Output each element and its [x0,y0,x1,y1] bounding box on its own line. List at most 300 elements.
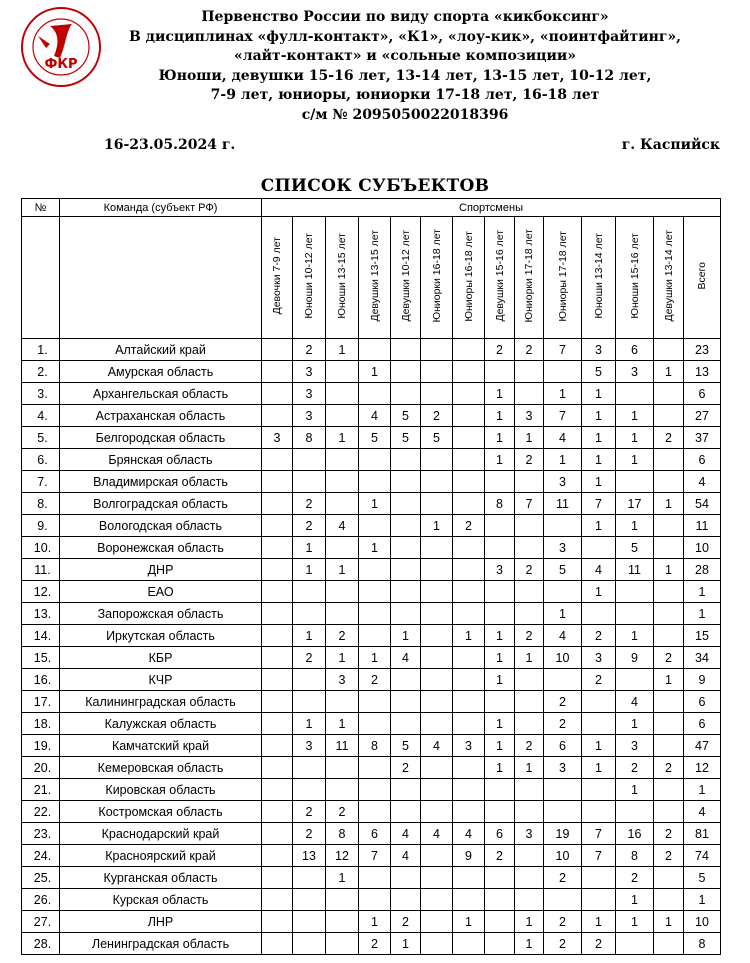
athlete-count [293,779,326,801]
athlete-count [326,537,359,559]
athlete-count [326,691,359,713]
table-row [22,625,721,647]
athlete-count [515,889,544,911]
athlete-count: 1 [654,493,684,515]
category-header [262,217,293,339]
athlete-count [654,449,684,471]
athlete-count [326,471,359,493]
row-total: 13 [684,361,721,383]
athlete-count [421,625,453,647]
table-row [22,559,721,581]
athlete-count: 2 [582,669,616,691]
athlete-count [485,911,515,933]
athlete-count: 3 [544,757,582,779]
category-header [453,217,485,339]
row-number: 25. [22,867,60,889]
athlete-count [485,779,515,801]
athlete-count [582,603,616,625]
athlete-count [421,647,453,669]
row-number: 24. [22,845,60,867]
athlete-count: 3 [515,405,544,427]
athlete-count [326,889,359,911]
athlete-count [391,471,421,493]
category-label: Девушки 15-16 лет [493,230,506,322]
athlete-count: 2 [582,625,616,647]
athlete-count [262,889,293,911]
table-row [22,427,721,449]
athlete-count: 2 [616,867,654,889]
athlete-count: 1 [485,669,515,691]
row-total: 10 [684,537,721,559]
athlete-count [544,515,582,537]
athlete-count: 4 [359,405,391,427]
table-row [22,449,721,471]
row-total: 8 [684,933,721,955]
athlete-count: 1 [582,471,616,493]
athlete-count [654,779,684,801]
athlete-count: 7 [582,823,616,845]
athlete-count [453,449,485,471]
athlete-count [616,801,654,823]
team-name: Волгоградская область [60,493,262,515]
athlete-count: 3 [293,361,326,383]
athlete-count [293,471,326,493]
athlete-count [453,537,485,559]
athlete-count: 2 [293,493,326,515]
row-number: 26. [22,889,60,911]
athlete-count [293,669,326,691]
athlete-count: 1 [326,647,359,669]
table-header-row [22,199,721,217]
athlete-count: 1 [544,383,582,405]
row-number: 21. [22,779,60,801]
athlete-count: 1 [485,757,515,779]
category-label: Юноши 13-15 лет [336,233,348,319]
team-name: Кемеровская область [60,757,262,779]
team-name: КБР [60,647,262,669]
list-title: СПИСОК СУБЪЕКТОВ [260,176,490,196]
row-number: 19. [22,735,60,757]
athlete-count: 2 [515,559,544,581]
athlete-count: 2 [485,339,515,361]
category-header [544,217,582,339]
athlete-count: 9 [616,647,654,669]
athlete-count [262,933,293,955]
athlete-count: 3 [544,537,582,559]
athlete-count: 2 [421,405,453,427]
athlete-count: 2 [544,691,582,713]
athlete-count [421,911,453,933]
team-name: Владимирская область [60,471,262,493]
row-total: 34 [684,647,721,669]
athlete-count: 2 [654,845,684,867]
table-row [22,757,721,779]
athlete-count [515,361,544,383]
athlete-count [544,669,582,691]
athlete-count [326,383,359,405]
athlete-count: 1 [485,427,515,449]
team-name: Воронежская область [60,537,262,559]
athlete-count: 1 [326,339,359,361]
athlete-count: 6 [359,823,391,845]
athlete-count: 1 [326,427,359,449]
athlete-count: 8 [359,735,391,757]
row-number: 10. [22,537,60,559]
athlete-count: 1 [485,735,515,757]
athlete-count: 3 [262,427,293,449]
athlete-count [515,713,544,735]
athlete-count: 6 [485,823,515,845]
athlete-count: 1 [359,647,391,669]
athlete-count: 1 [616,713,654,735]
athlete-count: 1 [582,757,616,779]
athlete-count: 16 [616,823,654,845]
row-total: 1 [684,603,721,625]
athlete-count: 17 [616,493,654,515]
athlete-count [453,339,485,361]
athlete-count [582,713,616,735]
athlete-count [359,713,391,735]
athlete-count [391,559,421,581]
empty-header-cell [60,217,262,339]
athlete-count: 2 [326,801,359,823]
athlete-count [262,493,293,515]
athlete-count [262,625,293,647]
athlete-count [485,801,515,823]
athlete-count [485,537,515,559]
row-number: 8. [22,493,60,515]
table-row [22,669,721,691]
category-label: Юниоры 17-18 лет [556,230,569,322]
athlete-count: 1 [616,449,654,471]
athlete-count [654,405,684,427]
table-row [22,339,721,361]
athlete-count: 1 [485,449,515,471]
athlete-count [293,449,326,471]
table-row [22,867,721,889]
athlete-count [453,933,485,955]
athlete-count [616,669,654,691]
category-label: Юноши 10-12 лет [303,233,315,319]
athlete-count [453,383,485,405]
table-row [22,493,721,515]
athlete-count: 5 [391,735,421,757]
athlete-count: 7 [544,339,582,361]
athlete-count [359,471,391,493]
team-name: Краснодарский край [60,823,262,845]
athlete-count [485,691,515,713]
athlete-count [326,911,359,933]
empty-header-cell [22,217,60,339]
table-row [22,933,721,955]
athlete-count: 2 [391,911,421,933]
athlete-count: 4 [421,735,453,757]
athlete-count: 7 [544,405,582,427]
table-row [22,603,721,625]
athlete-count: 1 [293,537,326,559]
athlete-count [453,647,485,669]
athlete-count [262,405,293,427]
athlete-count: 5 [616,537,654,559]
athlete-count: 1 [582,427,616,449]
athlete-count [359,559,391,581]
athlete-count [582,691,616,713]
subjects-table [21,198,721,955]
team-name: Вологодская область [60,515,262,537]
category-header [485,217,515,339]
athlete-count [421,757,453,779]
athlete-count: 1 [582,405,616,427]
athlete-count [391,867,421,889]
athlete-count [544,779,582,801]
row-total: 5 [684,867,721,889]
athlete-count: 3 [515,823,544,845]
athlete-count: 7 [582,845,616,867]
row-number: 1. [22,339,60,361]
athlete-count [391,383,421,405]
athlete-count: 5 [391,405,421,427]
athlete-count: 1 [485,625,515,647]
row-number: 9. [22,515,60,537]
category-header [293,217,326,339]
row-total: 9 [684,669,721,691]
athlete-count [262,823,293,845]
athlete-count: 1 [654,669,684,691]
table-row [22,537,721,559]
team-name: Белгородская область [60,427,262,449]
athlete-count [421,691,453,713]
athlete-count: 10 [544,647,582,669]
athlete-count: 3 [544,471,582,493]
athlete-count [359,801,391,823]
header-line-6: с/м № 2095050022018396 [301,106,509,123]
athlete-count: 1 [485,383,515,405]
table-row [22,911,721,933]
athlete-count [485,515,515,537]
row-total: 1 [684,581,721,603]
col-team-header: Команда (субъект РФ) [60,199,262,217]
athlete-count: 1 [582,515,616,537]
table-body [22,339,721,955]
athlete-count [582,779,616,801]
athlete-count: 2 [293,647,326,669]
athlete-count: 11 [544,493,582,515]
team-name: ЕАО [60,581,262,603]
athlete-count: 5 [359,427,391,449]
category-label: Юниорки 17-18 лет [523,229,535,323]
athlete-count [453,713,485,735]
athlete-count [485,889,515,911]
category-label: Девушки 13-15 лет [368,230,381,322]
row-total: 6 [684,713,721,735]
athlete-count: 2 [359,669,391,691]
athlete-count [359,625,391,647]
athlete-count: 1 [293,559,326,581]
row-total: 15 [684,625,721,647]
athlete-count: 13 [293,845,326,867]
athlete-count [359,449,391,471]
table-row [22,405,721,427]
athlete-count: 1 [453,625,485,647]
athlete-count [582,867,616,889]
team-name: Алтайский край [60,339,262,361]
athlete-count [453,669,485,691]
athlete-count [262,757,293,779]
athlete-count [421,889,453,911]
athlete-count [262,603,293,625]
athlete-count: 3 [293,735,326,757]
athlete-count: 1 [654,559,684,581]
athlete-count: 1 [391,933,421,955]
athlete-count: 3 [293,405,326,427]
athlete-count [654,581,684,603]
athlete-count: 5 [391,427,421,449]
athlete-count [326,493,359,515]
athlete-count [515,581,544,603]
athlete-count [262,449,293,471]
athlete-count: 2 [654,757,684,779]
athlete-count: 1 [293,625,326,647]
athlete-count: 1 [515,427,544,449]
athlete-count [262,559,293,581]
athlete-count: 9 [453,845,485,867]
athlete-count: 1 [515,933,544,955]
athlete-count [391,493,421,515]
athlete-count: 2 [293,339,326,361]
athlete-count [262,471,293,493]
athlete-count: 2 [544,867,582,889]
team-name: Камчатский край [60,735,262,757]
athlete-count [421,449,453,471]
athlete-count: 1 [616,779,654,801]
header-line-2: В дисциплинах «фулл-контакт», «К1», «лоу-кик», «поинтфайтинг», [128,28,682,45]
event-dates: 16-23.05.2024 г. [104,137,236,153]
athlete-count: 2 [391,757,421,779]
athlete-count [359,339,391,361]
athlete-count [262,515,293,537]
athlete-count: 1 [544,603,582,625]
athlete-count: 2 [293,515,326,537]
athlete-count [326,361,359,383]
athlete-count: 1 [359,537,391,559]
athlete-count: 1 [421,515,453,537]
athlete-count: 4 [616,691,654,713]
athlete-count [485,603,515,625]
row-number: 16. [22,669,60,691]
athlete-count [391,339,421,361]
athlete-count: 1 [326,559,359,581]
row-total: 54 [684,493,721,515]
row-number: 2. [22,361,60,383]
athlete-count: 1 [582,735,616,757]
athlete-count: 1 [544,449,582,471]
athlete-count [326,779,359,801]
athlete-count [391,889,421,911]
table-row [22,581,721,603]
category-header [359,217,391,339]
row-number: 11. [22,559,60,581]
athlete-count [262,801,293,823]
athlete-count: 3 [485,559,515,581]
athlete-count: 2 [485,845,515,867]
athlete-count: 2 [616,757,654,779]
athlete-count [544,801,582,823]
table-row [22,801,721,823]
team-name: КЧР [60,669,262,691]
table-row [22,845,721,867]
athlete-count: 1 [515,757,544,779]
athlete-count: 3 [453,735,485,757]
athlete-count: 3 [293,383,326,405]
athlete-count [421,669,453,691]
athlete-count [515,867,544,889]
athlete-count [616,471,654,493]
logo-letters: ФКР [44,57,78,72]
row-number: 28. [22,933,60,955]
athlete-count: 2 [654,823,684,845]
athlete-count [293,867,326,889]
athlete-count [391,537,421,559]
athlete-count [262,537,293,559]
athlete-count [421,581,453,603]
athlete-count [654,537,684,559]
athlete-count: 1 [616,911,654,933]
athlete-count [359,889,391,911]
athlete-count [359,383,391,405]
row-total: 6 [684,691,721,713]
category-header [515,217,544,339]
athlete-count: 2 [515,339,544,361]
team-name: Архангельская область [60,383,262,405]
athlete-count: 4 [391,647,421,669]
table-row [22,383,721,405]
athlete-count [654,713,684,735]
athlete-count: 1 [515,647,544,669]
row-total: 27 [684,405,721,427]
athlete-count [515,845,544,867]
category-label: Девушки 13-14 лет [662,230,675,322]
athlete-count [359,515,391,537]
athlete-count: 1 [616,427,654,449]
row-total: 28 [684,559,721,581]
athlete-count [453,471,485,493]
row-total: 4 [684,801,721,823]
athlete-count: 2 [654,647,684,669]
athlete-count [515,471,544,493]
row-number: 5. [22,427,60,449]
team-name: Красноярский край [60,845,262,867]
athlete-count [616,581,654,603]
team-name: Костромская область [60,801,262,823]
athlete-count [453,427,485,449]
team-name: Астраханская область [60,405,262,427]
category-header [582,217,616,339]
athlete-count [359,691,391,713]
event-city: г. Каспийск [621,137,720,153]
athlete-count: 1 [616,625,654,647]
athlete-count [654,625,684,647]
athlete-count [262,713,293,735]
athlete-count: 4 [544,625,582,647]
row-total: 74 [684,845,721,867]
athlete-count [391,691,421,713]
athlete-count: 7 [515,493,544,515]
athlete-count: 1 [582,581,616,603]
athlete-count [654,933,684,955]
athlete-count: 8 [616,845,654,867]
athlete-count: 1 [453,911,485,933]
athlete-count [326,603,359,625]
